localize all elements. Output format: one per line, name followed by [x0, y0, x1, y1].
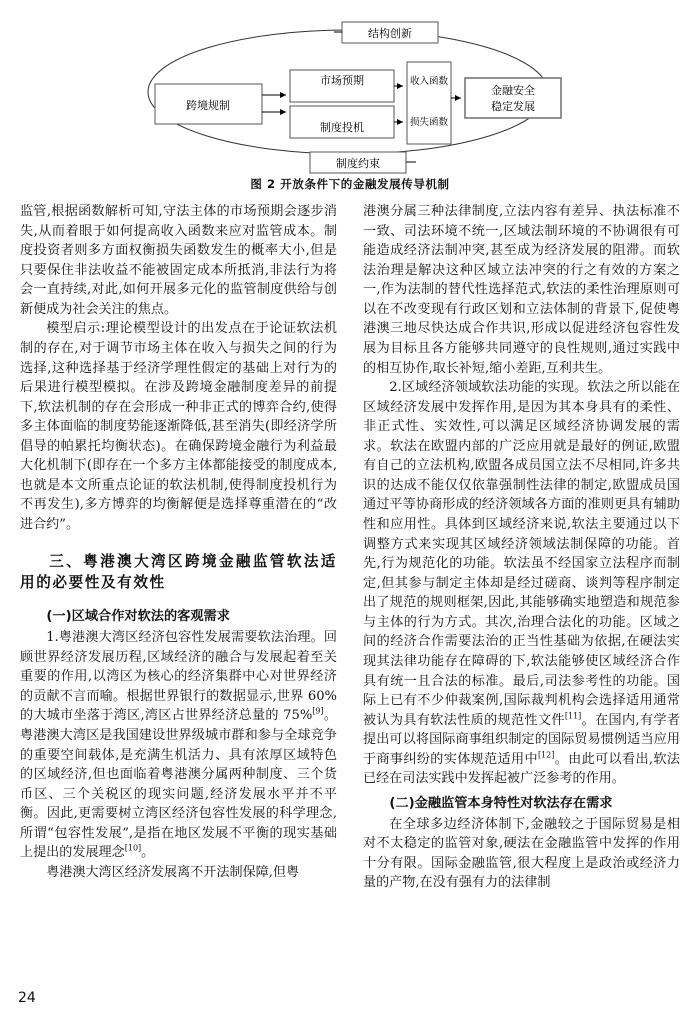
node-structural-innovation-label: 结构创新 [368, 27, 412, 40]
function-group-box [407, 62, 451, 144]
paragraph-left-2: 模型启示:理论模型设计的出发点在于论证软法机制的存在,对于调节市场主体在收入与损失之间的行为选择,这种选择基于经济学理性假定的基础上对行为的后果进行模型模拟。在涉及跨境金融制度差异的前提下,软法机制的存在会形成一种非正式的博弈合约,使得多主体面临的制度势能逐渐降低,甚至消失(即经济学所倡导的帕累托均衡状态)。在确保跨境金融行为利益最大化机制下(即存在一个多方主体都能接受的制度成本,也就是本文所重点论证的软法机制,使得制度投机行为不再发生),多方博弈的均衡解便是选择尊重潜在的“改进合约”。 [20, 321, 337, 532]
node-institutional-speculation-label: 制度投机 [320, 121, 364, 134]
section-heading-3: 三、粤港澳大湾区跨境金融监管软法适用的必要性及有效性 [20, 552, 337, 592]
paragraph-left-3 [20, 628, 337, 863]
paragraph-right-2-part-a: 2.区域经济领域软法功能的实现。软法之所以能在区域经济发展中发挥作用,是因为其本身具有的柔性、非正式性、实效性,可以满足区域经济协调发展的需求。软法在欧盟内部的广泛应用就是最好的例证,欧盟有自己的立法机构,欧盟各成员国立法不尽相同,许多共识的达成不能仅仅依靠强制性法律的制定,欧盟成员国通过平等协商形成的经济领域各方面的准则更具有辅助性和应用性。具体到区域经济来说,软法主要通过以下调整方式来实现其区域经济领域法制保障的功能。首先,行为规范化的功能。软法虽不经国家立法程序而制定,但其参与制定主体却是经过磋商、谈判等程序制定出了规范的规则框架,因此,其能够确实地塑造和规范参与主体的行为方式。其次,治理合法化的功能。区域之间的经济合作需要法治的正当性基础为依据,在硬法实现其法律功能存在障碍的下,软法能够使区域经济合作具有统一且合法的标准。最后,司法参考性的功能。国际上已有不少仲裁案例,国际裁判机构会选择适用通常被认为具有软法性质的规范性文件 [363, 380, 680, 728]
node-loss-function-label: 损失函数 [409, 117, 449, 128]
paragraph-left-3-part-b: 。粤港澳大湾区是我国建设世界级城市群和参与全球竞争的重要空间载体,是充满生机活力、具有浓厚区域特色的区域经济,但也面临着粤港澳分属两种制度、三个货币区、三个关税区的现实问题,经济发展水平并不平衡。因此,更需要树立湾区经济包容性发展的科学理念,所谓“包容性发展”,是指在地区发展不平衡的现实基础上提出的发展理念 [20, 708, 337, 861]
paragraph-right-1: 港澳分属三种法律制度,立法内容有差异、执法标准不一致、司法环境不统一,区域法制环境的不协调很有可能造成经济法制冲突,甚至成为经济发展的阻滞。而软法治理是解决这种区域立法冲突的行之有效的方案之一,作为法制的替代性选择范式,软法的柔性治理原则可以在不改变现有行政区划和立法体制的背景下,促使粤港澳三地尽快达成合作共识,形成以促进经济包容性发展为目标且各方能够共同遵守的良性规则,通过实践中的相互协作,取长补短,缩小差距,互利共生。 [363, 204, 680, 376]
node-financial-security-line1: 金融安全 [491, 84, 535, 97]
left-column [20, 202, 337, 997]
footnote-ref-12[interactable]: [12] [537, 750, 555, 760]
right-column [363, 202, 680, 997]
figure-2-caption: 图 2 开放条件下的金融发展传导机制 [250, 177, 450, 191]
subsection-heading-2: (二)金融监管本身特性对软法存在需求 [389, 795, 613, 811]
node-institutional-constraint-label: 制度约束 [336, 157, 380, 170]
node-financial-security-line2: 稳定发展 [491, 100, 535, 113]
paragraph-right-2-part-b: 。在国内,有学者提出可以将国际商事组织制定的国际贸易惯例适当应用于商事纠纷的实体规范适用中 [363, 712, 681, 767]
page-number: 24 [18, 990, 36, 1006]
paragraph-right-2 [363, 378, 680, 789]
paragraph-left-4: 粤港澳大湾区经济发展离不开法制保障,但粤 [46, 864, 300, 880]
paragraph-right-2-part-c: 。由此可以看出,软法已经在司法实践中发挥起被广泛参考的作用。 [363, 751, 680, 787]
footnote-ref-9[interactable]: [9] [312, 707, 324, 717]
figure-2-container [0, 0, 700, 200]
node-market-expectation-label: 市场预期 [320, 74, 364, 87]
paragraph-left-1: 监管,根据函数解析可知,守法主体的市场预期会逐步消失,从而着眼于如何提高收入函数来应对监管成本。制度投资者则多方面权衡损失函数发生的概率大小,但是只要保住非法收益不能被固定成本所抵消,非法行为将会一直持续,对此,如何开展多元化的监管制度供给与创新便成为社会关注的焦点。 [20, 204, 337, 317]
paragraph-left-3-part-a: 1.粤港澳大湾区经济包容性发展需要软法治理。回顾世界经济发展历程,区域经济的融合与发展起着至关重要的作用,以湾区为核心的经济集群中心对世界经济的贡献不言而喻。根据世界银行的数据显示,世界 60%的大城市坐落于湾区,湾区占世界经济总量的 75% [20, 630, 337, 724]
footnote-ref-11[interactable]: [11] [564, 711, 582, 721]
subsection-heading-1: (一)区域合作对软法的客观需求 [46, 609, 230, 625]
paragraph-left-3-part-c: 。 [141, 845, 155, 861]
footnote-ref-10[interactable]: [10] [124, 843, 142, 853]
paragraph-right-3: 在全球多边经济体制下,金融较之于国际贸易是相对不太稳定的监管对象,硬法在金融监管中发挥的作用十分有限。国际金融监管,很大程度上是政治或经济力量的产物,在没有强有力的法律制 [363, 816, 680, 891]
two-column-body [0, 202, 700, 997]
node-income-function-label: 收入函数 [409, 76, 449, 87]
figure-2-diagram [0, 0, 700, 175]
node-cross-border-regulation-label: 跨境规制 [186, 99, 230, 112]
